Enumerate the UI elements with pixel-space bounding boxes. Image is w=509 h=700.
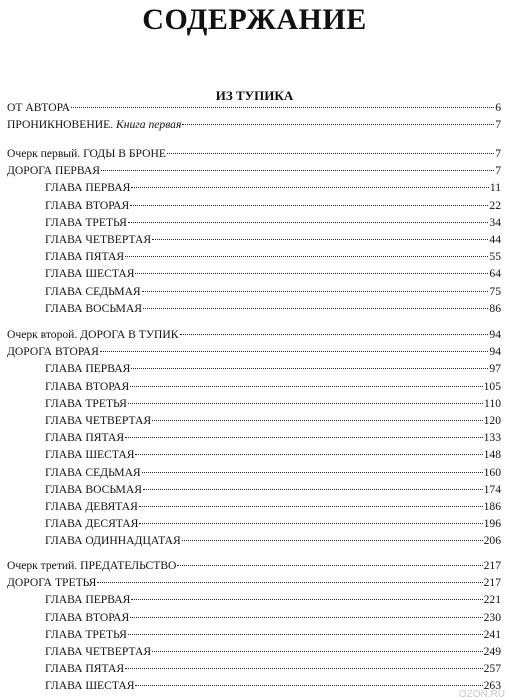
entry-label: ГЛАВА ПЯТАЯ bbox=[45, 662, 125, 676]
entry-label: Очерк второй. ДОРОГА В ТУПИК bbox=[7, 328, 179, 341]
entry-page: 86 bbox=[489, 301, 501, 315]
dot-leader bbox=[152, 651, 483, 652]
entry-page: 110 bbox=[484, 396, 501, 410]
entry-label: ДОРОГА ТРЕТЬЯ bbox=[7, 576, 97, 590]
entry-page: 263 bbox=[483, 679, 501, 693]
toc-entry-chapter[interactable] bbox=[7, 300, 501, 317]
part-title: ИЗ ТУПИКА bbox=[215, 88, 294, 103]
entry-page: 7 bbox=[495, 118, 501, 132]
dot-leader bbox=[131, 599, 482, 600]
toc-entry-chapter[interactable] bbox=[7, 643, 501, 660]
dot-leader bbox=[128, 403, 483, 404]
entry-page: 94 bbox=[489, 345, 501, 359]
dot-leader bbox=[131, 368, 488, 369]
toc-entry-chapter[interactable] bbox=[7, 395, 501, 412]
toc-entry-essay[interactable] bbox=[7, 557, 501, 574]
toc-entry-chapter[interactable] bbox=[7, 609, 501, 626]
entry-label: ГЛАВА ВТОРАЯ bbox=[45, 198, 130, 212]
entry-page: 55 bbox=[489, 250, 501, 264]
toc-entry-chapter[interactable] bbox=[7, 231, 501, 248]
toc-section-1 bbox=[7, 145, 501, 317]
entry-label: ГЛАВА ВТОРАЯ bbox=[45, 610, 130, 624]
entry-page: 11 bbox=[489, 181, 501, 195]
dot-leader bbox=[97, 582, 482, 583]
entry-label: ГЛАВА ПЯТАЯ bbox=[45, 431, 125, 445]
entry-page: 241 bbox=[483, 627, 501, 641]
entry-label: ГЛАВА ПЕРВАЯ bbox=[45, 181, 131, 195]
toc-entry-chapter[interactable] bbox=[7, 283, 501, 300]
dot-leader bbox=[135, 685, 482, 686]
entry-page: 230 bbox=[483, 610, 501, 624]
dot-leader bbox=[135, 454, 482, 455]
entry-page: 217 bbox=[483, 559, 501, 572]
entry-label: ГЛАВА ВОСЬМАЯ bbox=[45, 301, 142, 315]
toc-entry-chapter[interactable] bbox=[7, 532, 501, 549]
entry-label: ГЛАВА ПЕРВАЯ bbox=[45, 593, 131, 607]
entry-label-italic: Книга первая bbox=[116, 118, 182, 132]
entry-page: 75 bbox=[489, 284, 501, 298]
entry-label: Очерк третий. ПРЕДАТЕЛЬСТВО bbox=[7, 559, 177, 572]
dot-leader bbox=[139, 506, 483, 507]
dot-leader bbox=[100, 351, 489, 352]
dot-leader bbox=[139, 523, 482, 524]
entry-page: 7 bbox=[495, 164, 501, 178]
toc-entry-chapter[interactable] bbox=[7, 265, 501, 282]
toc-entry-road[interactable] bbox=[7, 162, 501, 179]
dot-leader bbox=[125, 437, 483, 438]
entry-label: ГЛАВА ПЯТАЯ bbox=[45, 250, 125, 264]
dot-leader bbox=[143, 308, 488, 309]
dot-leader bbox=[142, 472, 483, 473]
dot-leader bbox=[71, 107, 494, 108]
toc-entry-chapter[interactable] bbox=[7, 412, 501, 429]
entry-label: ДОРОГА ПЕРВАЯ bbox=[7, 164, 100, 178]
toc-entry-chapter[interactable] bbox=[7, 248, 501, 265]
entry-label: ГЛАВА ДЕСЯТАЯ bbox=[45, 517, 139, 531]
dot-leader bbox=[125, 256, 488, 257]
entry-page: 217 bbox=[483, 576, 501, 590]
toc-entry-chapter[interactable] bbox=[7, 626, 501, 643]
toc-entry-essay[interactable] bbox=[7, 145, 501, 162]
entry-label: ГЛАВА ЧЕТВЕРТАЯ bbox=[45, 232, 152, 246]
entry-page: 6 bbox=[495, 101, 501, 114]
entry-page: 97 bbox=[489, 362, 501, 376]
entry-page: 160 bbox=[483, 465, 501, 479]
entry-label: ГЛАВА ЧЕТВЕРТАЯ bbox=[45, 413, 152, 427]
toc-section-3 bbox=[7, 557, 501, 695]
toc-entry-author[interactable] bbox=[7, 99, 501, 116]
entry-label: ДОРОГА ВТОРАЯ bbox=[7, 345, 99, 359]
toc-entry-chapter[interactable] bbox=[7, 360, 501, 377]
dot-leader bbox=[152, 239, 488, 240]
toc-entry-chapter[interactable] bbox=[7, 464, 501, 481]
entry-label: ГЛАВА ВОСЬМАЯ bbox=[45, 482, 142, 496]
toc-entry-chapter[interactable] bbox=[7, 378, 501, 395]
entry-page: 7 bbox=[495, 147, 501, 160]
toc-entry-chapter[interactable] bbox=[7, 179, 501, 196]
toc-entry-chapter[interactable] bbox=[7, 446, 501, 463]
entry-label: ГЛАВА ШЕСТАЯ bbox=[45, 448, 135, 462]
dot-leader bbox=[142, 291, 489, 292]
entry-page: 174 bbox=[483, 482, 501, 496]
entry-page: 148 bbox=[483, 448, 501, 462]
page-title: СОДЕРЖАНИЕ bbox=[142, 3, 367, 36]
dot-leader bbox=[130, 617, 482, 618]
toc-entry-chapter[interactable] bbox=[7, 515, 501, 532]
entry-label: ГЛАВА ТРЕТЬЯ bbox=[45, 396, 127, 410]
dot-leader bbox=[125, 668, 483, 669]
toc-entry-chapter[interactable] bbox=[7, 677, 501, 694]
entry-label: ГЛАВА ТРЕТЬЯ bbox=[45, 215, 127, 229]
dot-leader bbox=[131, 187, 488, 188]
toc-entry-road[interactable] bbox=[7, 574, 501, 591]
toc-entry-essay[interactable] bbox=[7, 326, 501, 343]
dot-leader bbox=[130, 386, 482, 387]
entry-label: ОТ АВТОРА bbox=[7, 101, 70, 114]
toc-entry-chapter[interactable] bbox=[7, 429, 501, 446]
entry-page: 94 bbox=[489, 328, 501, 341]
watermark: OZON.RU bbox=[458, 689, 505, 700]
toc-entry-road[interactable] bbox=[7, 343, 501, 360]
entry-page: 133 bbox=[483, 431, 501, 445]
dot-leader bbox=[135, 273, 488, 274]
entry-page: 105 bbox=[483, 379, 501, 393]
entry-page: 44 bbox=[489, 232, 501, 246]
toc-entry-book-one[interactable] bbox=[7, 116, 501, 133]
toc-entry-chapter[interactable] bbox=[7, 197, 501, 214]
entry-label: Очерк первый. ГОДЫ В БРОНЕ bbox=[7, 147, 166, 160]
front-matter bbox=[7, 99, 501, 133]
entry-label: ГЛАВА ПЕРВАЯ bbox=[45, 362, 131, 376]
entry-label: ГЛАВА ТРЕТЬЯ bbox=[45, 627, 127, 641]
dot-leader bbox=[152, 420, 483, 421]
dot-leader bbox=[177, 565, 482, 566]
entry-page: 257 bbox=[483, 662, 501, 676]
entry-label: ПРОНИКНОВЕНИЕ. Книга первая bbox=[7, 118, 182, 132]
entry-label: ГЛАВА ОДИННАДЦАТАЯ bbox=[45, 534, 181, 548]
dot-leader bbox=[180, 334, 489, 335]
entry-page: 196 bbox=[483, 517, 501, 531]
entry-page: 206 bbox=[483, 534, 501, 548]
entry-label: ГЛАВА ШЕСТАЯ bbox=[45, 679, 135, 693]
entry-label: ГЛАВА СЕДЬМАЯ bbox=[45, 284, 141, 298]
entry-label: ГЛАВА ЧЕТВЕРТАЯ bbox=[45, 644, 152, 658]
toc-entry-chapter[interactable] bbox=[7, 591, 501, 608]
toc-entry-chapter[interactable] bbox=[7, 498, 501, 515]
dot-leader bbox=[128, 634, 483, 635]
toc-entry-chapter[interactable] bbox=[7, 481, 501, 498]
dot-leader bbox=[101, 170, 494, 171]
dot-leader bbox=[182, 540, 483, 541]
toc-section-2 bbox=[7, 326, 501, 549]
entry-label: ГЛАВА ШЕСТАЯ bbox=[45, 267, 135, 281]
entry-page: 249 bbox=[483, 644, 501, 658]
entry-label: ГЛАВА ВТОРАЯ bbox=[45, 379, 130, 393]
entry-page: 64 bbox=[489, 267, 501, 281]
entry-page: 34 bbox=[489, 215, 501, 229]
dot-leader bbox=[130, 205, 488, 206]
entry-page: 186 bbox=[483, 499, 501, 513]
entry-page: 22 bbox=[489, 198, 501, 212]
dot-leader bbox=[128, 222, 489, 223]
entry-label: ГЛАВА СЕДЬМАЯ bbox=[45, 465, 141, 479]
dot-leader bbox=[143, 489, 483, 490]
entry-page: 221 bbox=[483, 593, 501, 607]
toc-entry-chapter[interactable] bbox=[7, 660, 501, 677]
dot-leader bbox=[167, 153, 494, 154]
toc-entry-chapter[interactable] bbox=[7, 214, 501, 231]
dot-leader bbox=[182, 124, 494, 125]
entry-page: 120 bbox=[483, 413, 501, 427]
entry-label: ГЛАВА ДЕВЯТАЯ bbox=[45, 499, 138, 513]
